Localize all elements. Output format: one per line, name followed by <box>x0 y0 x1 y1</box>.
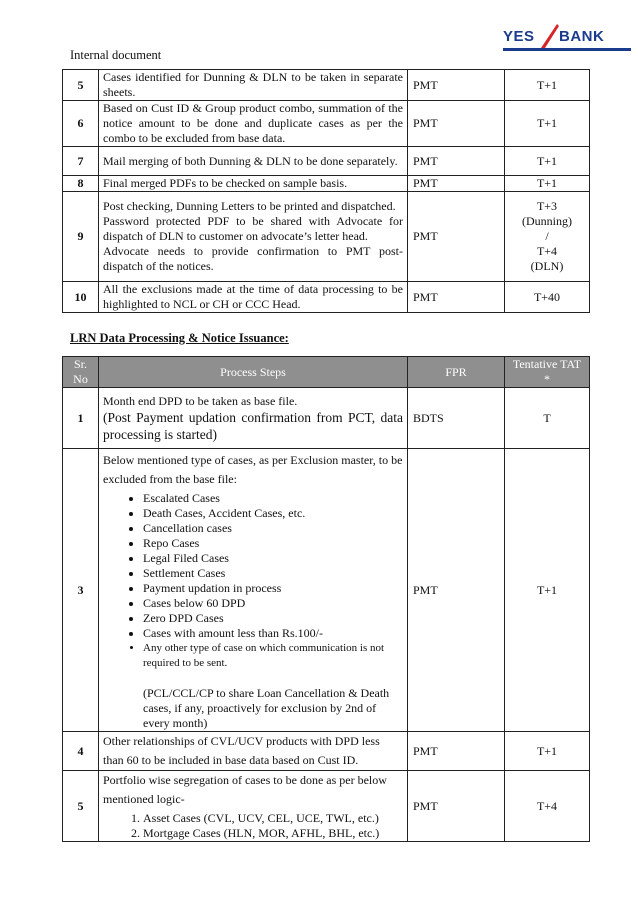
list-item: • Payment updation in process <box>143 581 403 596</box>
section-title: LRN Data Processing & Notice Issuance: <box>70 331 289 345</box>
header-note: Internal document <box>70 48 162 62</box>
fpr-cell: PMT <box>408 101 505 147</box>
tat-cell: T+1 <box>505 449 590 732</box>
tat-line: (Dunning) <box>522 214 572 228</box>
table-row <box>63 70 590 101</box>
list-item: • Cases below 60 DPD <box>143 596 403 611</box>
tat-cell: T+4 <box>505 771 590 842</box>
tat-line: T+4 <box>536 244 558 258</box>
table-row <box>63 192 590 282</box>
list-item: • Cases with amount less than Rs.100/- <box>143 626 403 641</box>
header-sr-no: Sr. No <box>63 357 99 388</box>
header-tentative-tat: Tentative TAT * <box>505 357 590 388</box>
tat-cell: T+1 <box>505 70 590 101</box>
row-number: 8 <box>63 176 99 192</box>
header-process-steps: Process Steps <box>99 357 408 388</box>
table-row <box>63 732 590 771</box>
step-text: Mail merging of both Dunning & DLN to be done separately. <box>99 147 408 176</box>
step-note: (PCL/CCL/CP to share Loan Cancellation & Death cases, if any, proactively for exclusion by 2nd of every month) <box>143 686 390 730</box>
list-item: 2. Mortgage Cases (HLN, MOR, AFHL, BHL, etc.) <box>143 826 403 841</box>
lrn-process-table <box>62 356 590 842</box>
fpr-cell: PMT <box>408 70 505 101</box>
yes-bank-logo <box>503 22 634 54</box>
fpr-cell: PMT <box>408 771 505 842</box>
step-line: Post checking, Dunning Letters to be printed and dispatched. <box>103 199 396 213</box>
fpr-cell: BDTS <box>408 388 505 449</box>
row-number: 5 <box>63 771 99 842</box>
tat-line: T+3 <box>536 199 558 213</box>
header-fpr: FPR <box>408 357 505 388</box>
fpr-cell: PMT <box>408 282 505 313</box>
list-item: • Zero DPD Cases <box>143 611 403 626</box>
row-number: 3 <box>63 449 99 732</box>
fpr-cell: PMT <box>408 449 505 732</box>
step-text <box>99 449 408 732</box>
tat-cell: T+1 <box>505 101 590 147</box>
tat-cell <box>505 192 590 282</box>
table-row <box>63 147 590 176</box>
row-number: 10 <box>63 282 99 313</box>
row-number: 9 <box>63 192 99 282</box>
list-item: 1. Asset Cases (CVL, UCV, CEL, UCE, TWL, etc.) <box>143 811 403 826</box>
table-row <box>63 176 590 192</box>
step-text <box>99 771 408 842</box>
exclusion-list <box>103 491 403 671</box>
logo-text-left: YES <box>503 28 535 45</box>
table-row <box>63 449 590 732</box>
logo-text-right: BANK <box>559 28 605 45</box>
table-row <box>63 388 590 449</box>
logo-underline <box>503 48 631 51</box>
list-item: • Death Cases, Accident Cases, etc. <box>143 506 403 521</box>
step-text: Based on Cust ID & Group product combo, summation of the notice amount to be done and duplicate cases as per the combo to be excluded from base data. <box>99 101 408 147</box>
row-number: 5 <box>63 70 99 101</box>
row-number: 1 <box>63 388 99 449</box>
step-line: Password protected PDF to be shared with Advocate for dispatch of DLN to customer on advocate’s letter head. <box>103 214 403 243</box>
step-intro: Below mentioned type of cases, as per Exclusion master, to be excluded from the base file: <box>103 453 403 486</box>
step-text: Cases identified for Dunning & DLN to be taken in separate sheets. <box>99 70 408 101</box>
list-item: • Any other type of case on which communication is not required to be sent. <box>143 641 403 671</box>
tat-cell: T+1 <box>505 176 590 192</box>
step-line: Other relationships of CVL/UCV products with DPD less than 60 to be included in base data based on Cust ID. <box>103 734 380 767</box>
list-item: • Repo Cases <box>143 536 403 551</box>
list-item: • Legal Filed Cases <box>143 551 403 566</box>
fpr-cell: PMT <box>408 732 505 771</box>
step-text <box>99 388 408 449</box>
step-line: Month end DPD to be taken as base file. <box>103 393 298 408</box>
step-text: All the exclusions made at the time of data processing to be highlighted to NCL or CH or CCC Head. <box>99 282 408 313</box>
table-row <box>63 771 590 842</box>
step-text <box>99 192 408 282</box>
row-number: 4 <box>63 732 99 771</box>
segregation-list <box>103 811 403 841</box>
fpr-cell: PMT <box>408 176 505 192</box>
step-text <box>99 732 408 771</box>
logo-swoosh-icon <box>537 22 561 50</box>
tat-cell: T+1 <box>505 147 590 176</box>
tat-cell: T+1 <box>505 732 590 771</box>
step-text: Final merged PDFs to be checked on sample basis. <box>99 176 408 192</box>
fpr-cell: PMT <box>408 192 505 282</box>
tat-line: / <box>545 229 549 243</box>
tat-cell: T+40 <box>505 282 590 313</box>
table-row <box>63 282 590 313</box>
row-number: 7 <box>63 147 99 176</box>
step-line: (Post Payment updation confirmation from PCT, data processing is started) <box>103 409 403 442</box>
step-line: Advocate needs to provide confirmation to PMT post-dispatch of the notices. <box>103 244 403 273</box>
process-table-continued <box>62 69 590 313</box>
table-row <box>63 101 590 147</box>
tat-cell: T <box>505 388 590 449</box>
list-item: • Settlement Cases <box>143 566 403 581</box>
table-header-row <box>63 357 590 388</box>
list-item: • Escalated Cases <box>143 491 403 506</box>
list-item: • Cancellation cases <box>143 521 403 536</box>
tat-line: (DLN) <box>530 259 564 273</box>
fpr-cell: PMT <box>408 147 505 176</box>
row-number: 6 <box>63 101 99 147</box>
step-intro: Portfolio wise segregation of cases to be done as per below mentioned logic- <box>103 773 387 806</box>
